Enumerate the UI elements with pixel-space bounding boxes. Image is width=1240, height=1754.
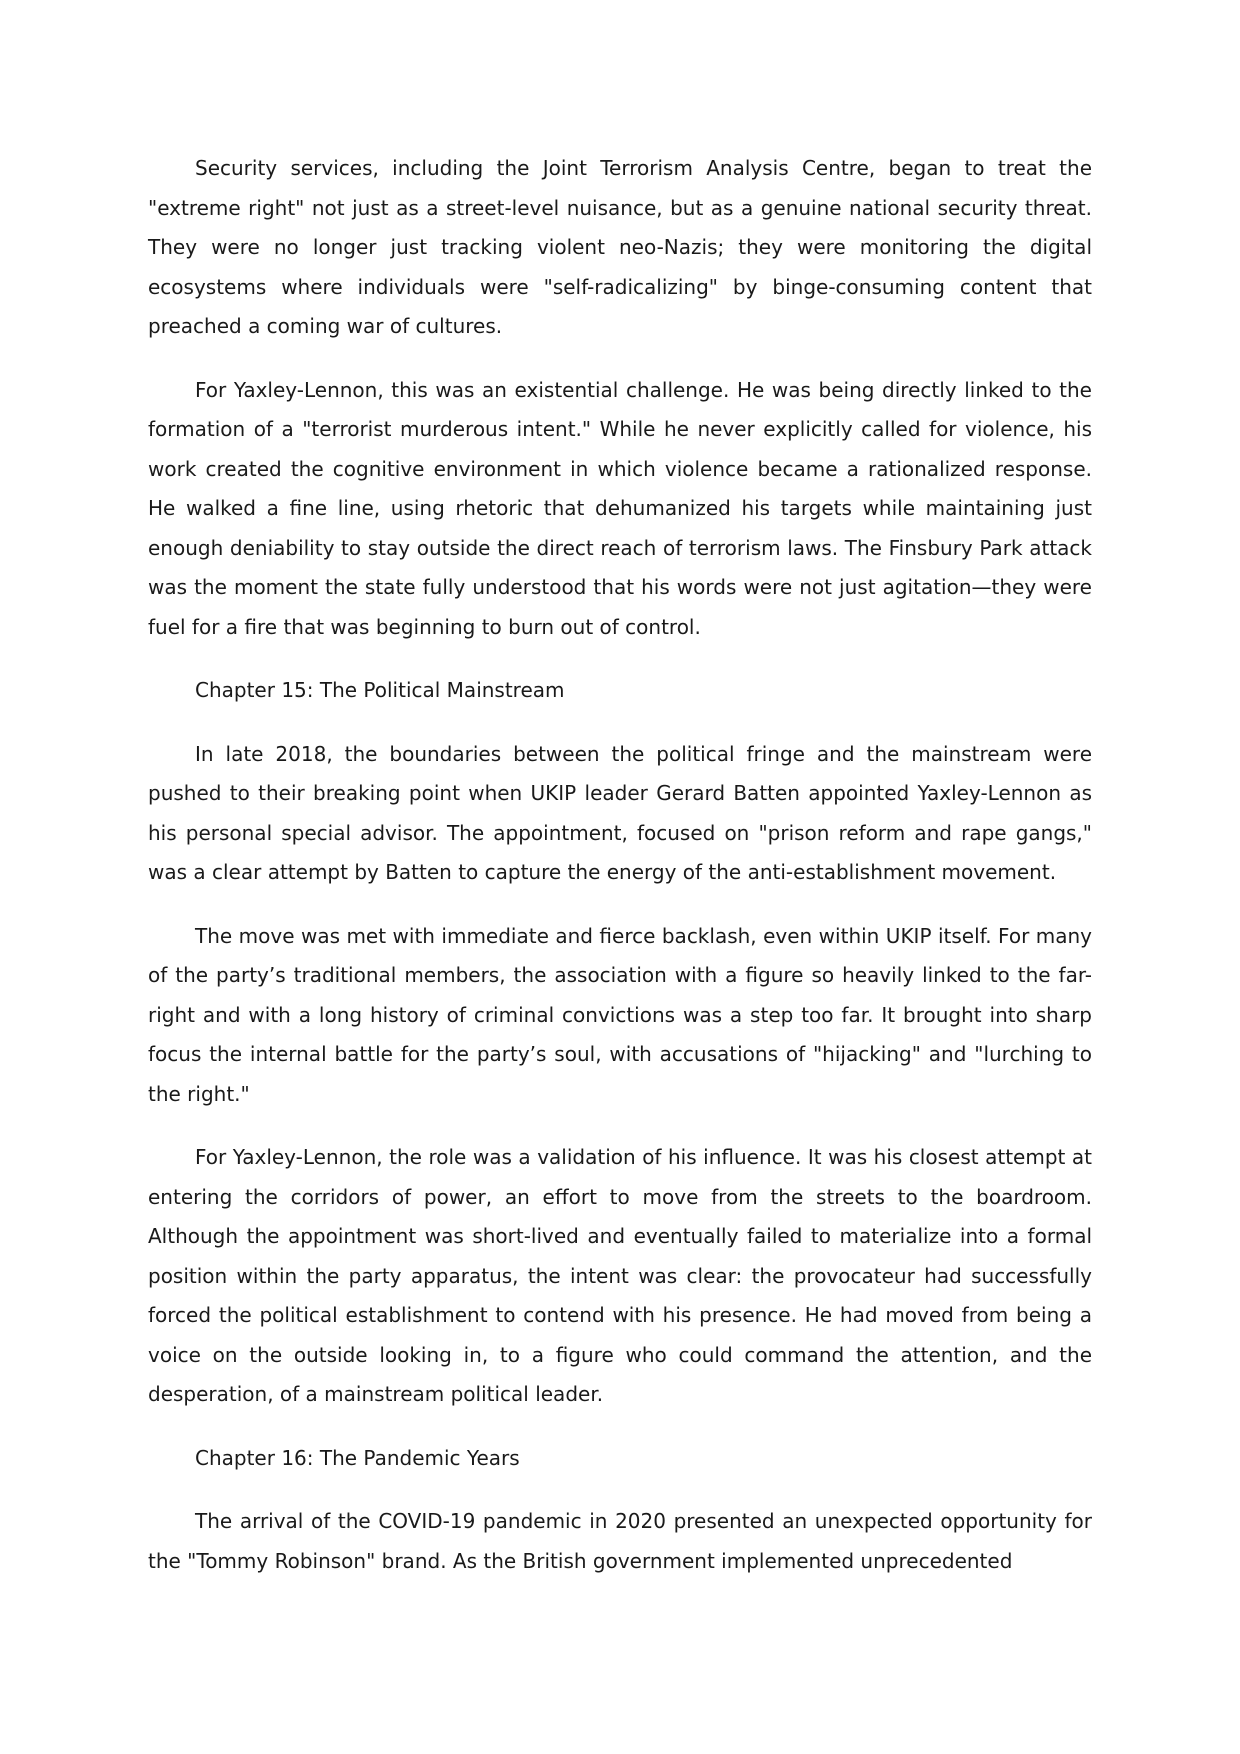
paragraph-security-services: Security services, including the Joint Terrorism Analysis Centre, began to treat the "extreme right" not just as a street-level nuisance, but as a genuine national security threat. They were no longer just tracking violent neo-Nazis; they were monitoring the digital ecosystems where individuals were "self-radicalizing" by binge-consuming content that preached a coming war of cultures. (148, 156, 1092, 338)
paragraph-existential-challenge: For Yaxley-Lennon, this was an existential challenge. He was being directly linked to the formation of a "terrorist murderous intent." While he never explicitly called for violence, his work created the cognitive environment in which violence became a rationalized response. He walked a fine line, using rhetoric that dehumanized his targets while maintaining just enough deniability to stay outside the direct reach of terrorism laws. The Finsbury Park attack was the moment the state fully understood that his words were not just agitation—they were fuel for a fire that was beginning to burn out of control. (148, 377, 1092, 639)
chapter-15-heading: Chapter 15: The Political Mainstream (195, 678, 565, 702)
paragraph-pandemic: The arrival of the COVID-19 pandemic in 2020 presented an unexpected opportunity for the "Tommy Robinson" brand. As the British government implemented unprecedented (148, 1509, 1092, 1573)
page-body (148, 149, 1092, 1581)
paragraph-late-2018: In late 2018, the boundaries between the political fringe and the mainstream were pushed to their breaking point when UKIP leader Gerard Batten appointed Yaxley-Lennon as his personal special advisor. The appointment, focused on "prison reform and rape gangs," was a clear attempt by Batten to capture the energy of the anti-establishment movement. (148, 741, 1092, 884)
chapter-16-heading: Chapter 16: The Pandemic Years (195, 1445, 520, 1470)
paragraph-validation: For Yaxley-Lennon, the role was a validation of his influence. It was his closest attempt at entering the corridors of power, an effort to move from the streets to the boardroom. Although the appointment was short-lived and eventually failed to materialize into a formal position within the party apparatus, the intent was clear: the provocateur had successfully forced the political establishment to contend with his presence. He had moved from being a voice on the outside looking in, to a figure who could command the attention, and the desperation, of a mainstream political leader. (148, 1145, 1092, 1406)
paragraph-backlash: The move was met with immediate and fierce backlash, even within UKIP itself. For many of the party’s traditional members, the association with a figure so heavily linked to the far-right and with a long history of criminal convictions was a step too far. It brought into sharp focus the internal battle for the party’s soul, with accusations of "hijacking" and "lurching to the right." (148, 923, 1092, 1106)
